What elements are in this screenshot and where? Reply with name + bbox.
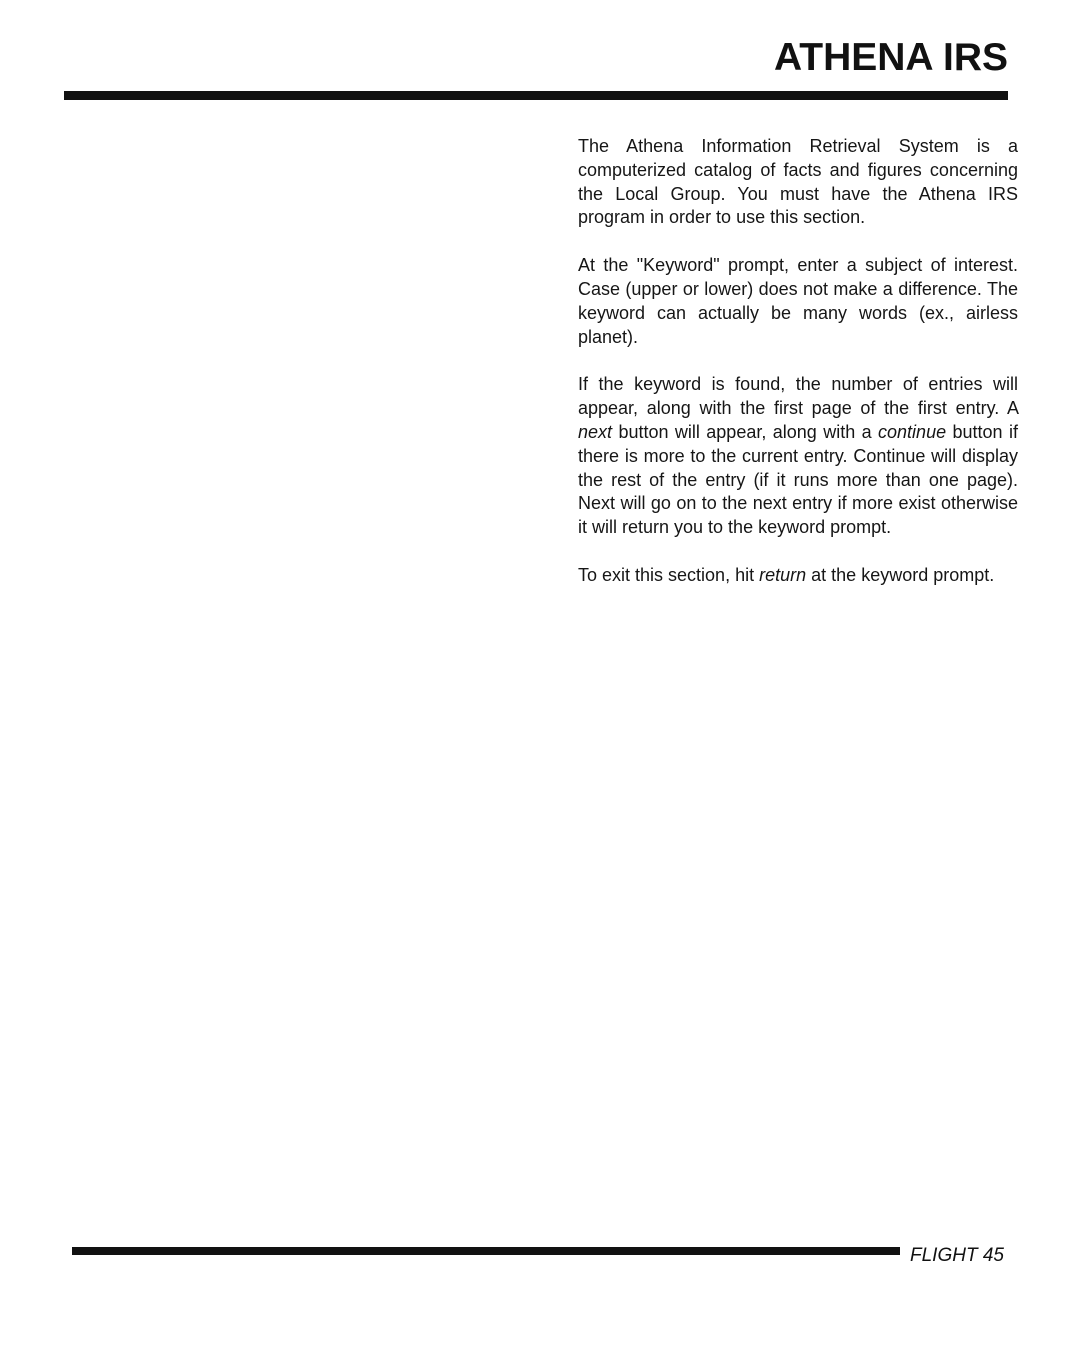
exit-text-2: at the keyword prompt. [811,564,995,585]
paragraph-intro: The Athena Information Retrieval System is a computerized catalog of facts and figures concerning the Local Group. You must have the Athena IRS program in order to use this section. [578,136,1018,228]
footer-rule [72,1247,900,1255]
header-rule [64,91,1008,100]
entries-text-1: If the keyword is found, the number of entries will appear, along with the first page of the first entry. A [578,374,1018,419]
next-term: next [578,421,613,442]
paragraph-exit [578,564,1018,588]
exit-text-1: To exit this section, hit [578,564,755,585]
entries-text-3: button if there is more to the current entry. Continue will display the rest of the entry (if it runs more than one page). Next will go on to the next entry if more exist otherwise it will return you to the keyword prompt. [578,421,1018,538]
return-term: return [759,564,807,585]
page-title: ATHENA IRS [774,36,1008,79]
paragraph-entries [578,373,1018,540]
body-text-column [578,135,1018,612]
entries-text-2: button will appear, along with a [618,421,872,442]
footer-page-label: FLIGHT 45 [910,1245,1004,1266]
continue-term: continue [878,421,947,442]
paragraph-keyword-prompt: At the "Keyword" prompt, enter a subject of interest. Case (upper or lower) does not make a difference. The keyword can actually be many words (ex., airless planet). [578,255,1018,347]
